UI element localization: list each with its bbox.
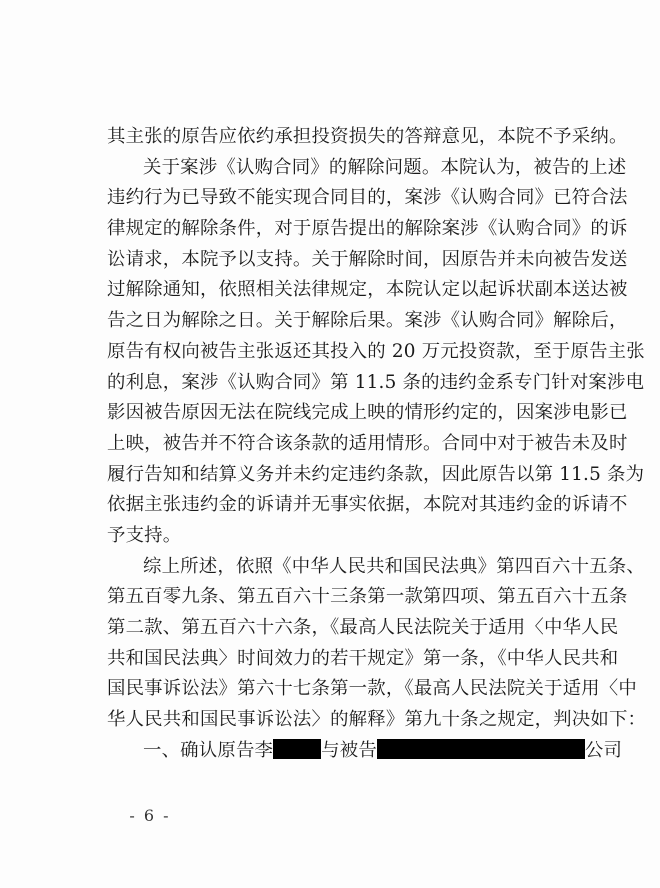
text-line: 上映，被告并不符合该条款的适用情形。合同中对于被告未及时	[107, 432, 628, 454]
judgment-item-suffix: 公司	[584, 739, 623, 761]
text-line: 依据主张违约金的诉请并无事实依据，本院对其违约金的诉请不	[107, 494, 628, 516]
text-line: 律规定的解除条件，对于原告提出的解除案涉《认购合同》的诉	[107, 218, 628, 240]
text-line: 讼请求，本院予以支持。关于解除时间，因原告并未向被告发送	[107, 248, 628, 270]
text-line: 影因被告原因无法在院线完成上映的情形约定的，因案涉电影已	[107, 402, 628, 424]
text-line: 过解除通知，依照相关法律规定，本院认定以起诉状副本送达被	[107, 279, 628, 301]
judgment-item-middle: 与被告	[321, 739, 377, 761]
text-line: 告之日为解除之日。关于解除后果。案涉《认购合同》解除后，	[107, 310, 628, 332]
redaction-defendant-name	[377, 739, 585, 759]
text-line: 的利息，案涉《认购合同》第 11.5 条的违约金系专门针对案涉电	[107, 371, 645, 393]
text-line: 关于案涉《认购合同》的解除问题。本院认为，被告的上述	[143, 156, 627, 178]
text-line: 其主张的原告应依约承担投资损失的答辩意见，本院不予采纳。	[107, 126, 628, 147]
judgment-text-body	[107, 122, 647, 766]
text-line: 综上所述，依照《中华人民共和国民法典》第四百六十五条、	[143, 555, 645, 577]
text-line: 国民事诉讼法》第六十七条第一款，《最高人民法院关于适用〈中	[107, 678, 637, 700]
judgment-item-prefix: 一、确认原告李	[143, 739, 274, 761]
text-line: 共和国民法典〉时间效力的若干规定》第一条，《中华人民共和	[107, 647, 619, 669]
text-line: 予支持。	[107, 524, 182, 546]
redaction-plaintiff-name	[273, 739, 321, 759]
text-line: 第五百零九条、第五百六十三条第一款第四项、第五百六十五条	[107, 586, 628, 608]
text-line: 第二款、第五百六十六条，《最高人民法院关于适用〈中华人民	[107, 617, 619, 638]
text-line: 履行告知和结算义务并未约定违约条款，因此原告以第 11.5 条为	[107, 463, 645, 485]
judgment-item-line	[107, 736, 623, 767]
page-number: - 6 -	[129, 806, 171, 825]
text-line: 原告有权向被告主张返还其投入的 20 万元投资款，至于原告主张	[107, 340, 645, 362]
text-line: 华人民共和国民事诉讼法〉的解释》第九十条之规定，判决如下：	[107, 709, 647, 731]
text-line: 违约行为已导致不能实现合同目的，案涉《认购合同》已符合法	[107, 187, 628, 209]
